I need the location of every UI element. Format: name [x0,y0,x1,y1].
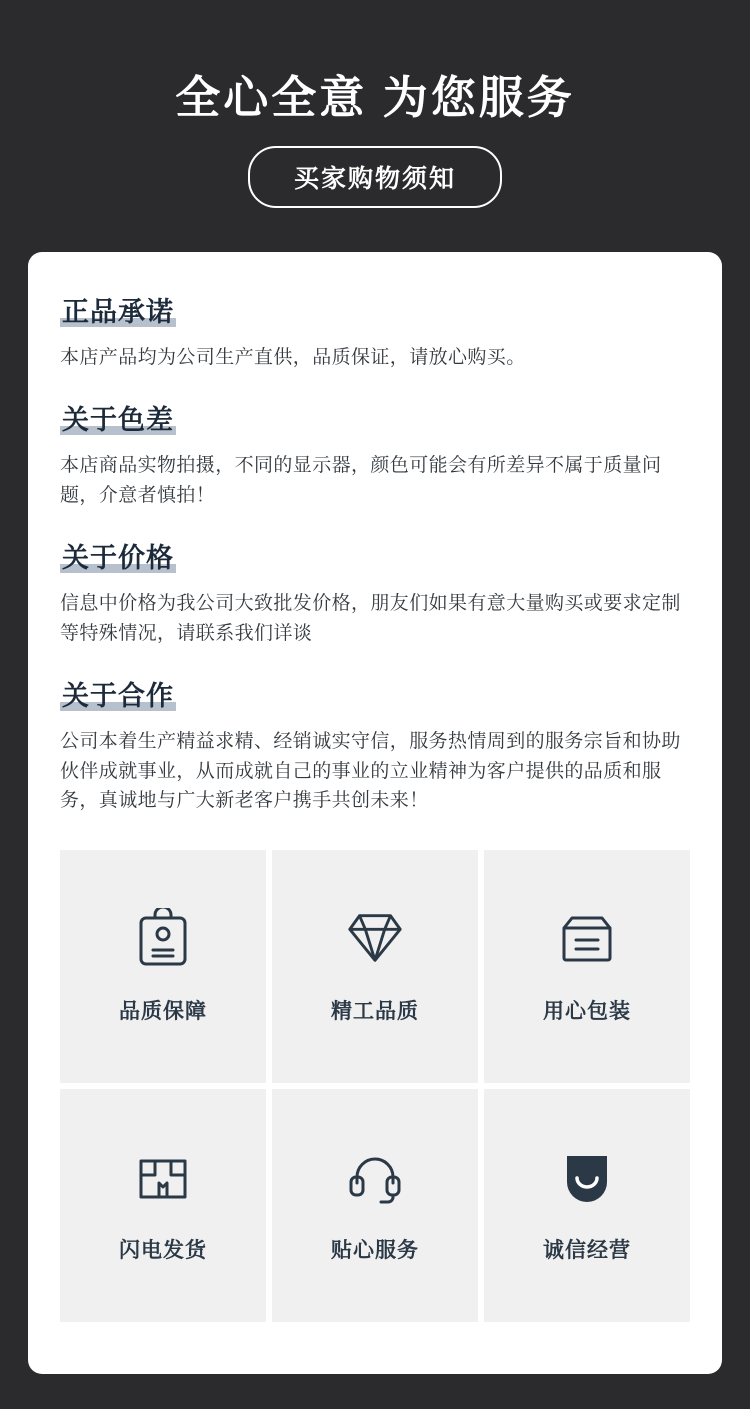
notice-card [28,252,722,1374]
section-body: 本店商品实物拍摄，不同的显示器，颜色可能会有所差异不属于质量问题，介意者慎拍！ [60,455,662,506]
page-header [0,0,750,208]
section-cooperation [60,674,690,815]
smile-shield-icon [556,1146,618,1208]
section-price [60,536,690,648]
feature-cell [272,850,478,1083]
package-box-icon [556,907,618,969]
feature-cell [484,1089,690,1322]
section-authenticity [60,290,690,372]
diamond-icon [344,907,406,969]
feature-label: 贴心服务 [331,1239,419,1262]
heading-text: 关于价格 [62,543,174,574]
section-color-difference [60,398,690,510]
section-body: 信息中价格为我公司大致批发价格，朋友们如果有意大量购买或要求定制等特殊情况，请联系我们详谈 [60,593,681,644]
section-heading [60,536,176,575]
feature-grid [60,850,690,1322]
heading-text: 关于色差 [62,405,174,436]
section-heading [60,398,176,437]
page-title: 全心全意 为您服务 [175,72,575,123]
badge-row [0,146,750,208]
heading-text: 关于合作 [62,681,174,712]
heading-text: 正品承诺 [62,297,174,327]
feature-cell [272,1089,478,1322]
feature-cell [60,850,266,1083]
headset-icon [344,1146,406,1208]
shipping-box-icon [132,1146,194,1208]
section-body: 公司本着生产精益求精、经销诚实守信，服务热情周到的服务宗旨和协助伙伴成就事业，从而成就自己的事业的立业精神为客户提供的品质和服务，真诚地与广大新老客户携手共创未来！ [60,731,681,812]
feature-label: 用心包装 [543,1000,631,1023]
section-body: 本店产品均为公司生产直供，品质保证，请放心购买。 [60,347,526,368]
feature-label: 品质保障 [119,1000,207,1023]
clipboard-badge-icon [132,907,194,969]
feature-label: 精工品质 [331,1000,419,1023]
feature-label: 闪电发货 [119,1239,207,1262]
feature-cell [60,1089,266,1322]
feature-label: 诚信经营 [543,1239,631,1262]
section-heading [60,290,176,329]
notice-badge: 买家购物须知 [248,146,502,208]
section-heading [60,674,176,713]
feature-cell [484,850,690,1083]
